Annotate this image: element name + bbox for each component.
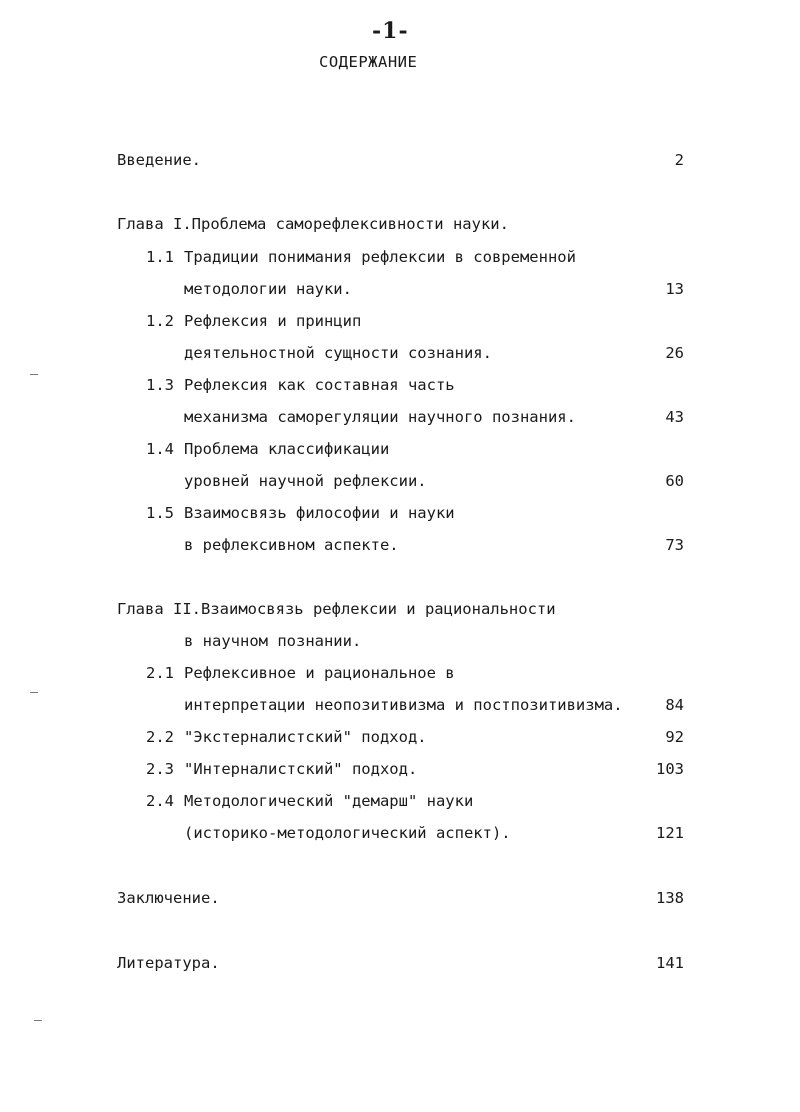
toc-conclusion-page: 138 xyxy=(656,889,684,907)
toc-s2-3-page: 103 xyxy=(656,760,684,778)
toc-s1-3-page: 43 xyxy=(665,408,684,426)
toc-s1-4-number: 1.4 xyxy=(146,440,174,458)
toc-s2-1-line1: Рефлексивное и рациональное в xyxy=(184,664,455,682)
toc-s1-1-page: 13 xyxy=(665,280,684,298)
toc-s1-2-page: 26 xyxy=(665,344,684,362)
toc-s2-2-number: 2.2 xyxy=(146,728,174,746)
page-number: -1- xyxy=(372,18,409,44)
toc-chapter2-line2: в научном познании. xyxy=(184,632,362,650)
toc-s1-1-number: 1.1 xyxy=(146,248,174,266)
toc-s1-3-line2: механизма саморегуляции научного познания. xyxy=(184,408,576,426)
toc-s1-3-line1: Рефлексия как составная часть xyxy=(184,376,455,394)
toc-s1-4-line2: уровней научной рефлексии. xyxy=(184,472,427,490)
toc-intro-title: Введение. xyxy=(117,151,201,169)
page-title: СОДЕРЖАНИЕ xyxy=(319,53,418,71)
toc-s2-4-line2: (историко-методологический аспект). xyxy=(184,824,511,842)
toc-s1-4-page: 60 xyxy=(665,472,684,490)
toc-s2-2-line1: "Экстерналистский" подход. xyxy=(184,728,427,746)
toc-chapter2-line1: Глава II.Взаимосвязь рефлексии и рациональности xyxy=(117,600,556,618)
toc-s1-5-line2: в рефлексивном аспекте. xyxy=(184,536,399,554)
toc-s2-4-number: 2.4 xyxy=(146,792,174,810)
toc-intro-page: 2 xyxy=(674,151,684,169)
toc-literature-title: Литература. xyxy=(117,954,220,972)
toc-s2-1-line2: интерпретации неопозитивизма и постпозитивизма. xyxy=(184,696,623,714)
toc-s1-2-number: 1.2 xyxy=(146,312,174,330)
toc-s1-5-page: 73 xyxy=(665,536,684,554)
scan-mark xyxy=(34,1020,42,1021)
toc-s2-3-number: 2.3 xyxy=(146,760,174,778)
toc-s2-3-line1: "Интерналистский" подход. xyxy=(184,760,418,778)
toc-s1-5-number: 1.5 xyxy=(146,504,174,522)
toc-s2-4-page: 121 xyxy=(656,824,684,842)
toc-chapter1-title: Глава I.Проблема саморефлексивности науки. xyxy=(117,215,509,233)
scan-mark xyxy=(30,374,38,375)
toc-s2-1-number: 2.1 xyxy=(146,664,174,682)
toc-s2-4-line1: Методологический "демарш" науки xyxy=(184,792,474,810)
toc-s2-2-page: 92 xyxy=(665,728,684,746)
toc-s1-1-line1: Традиции понимания рефлексии в современной xyxy=(184,248,576,266)
toc-s1-4-line1: Проблема классификации xyxy=(184,440,390,458)
toc-s1-2-line1: Рефлексия и принцип xyxy=(184,312,362,330)
toc-s1-5-line1: Взаимосвязь философии и науки xyxy=(184,504,455,522)
toc-s1-2-line2: деятельностной сущности сознания. xyxy=(184,344,492,362)
toc-s2-1-page: 84 xyxy=(665,696,684,714)
toc-s1-1-line2: методологии науки. xyxy=(184,280,352,298)
scan-mark xyxy=(30,692,38,693)
toc-conclusion-title: Заключение. xyxy=(117,889,220,907)
toc-s1-3-number: 1.3 xyxy=(146,376,174,394)
toc-literature-page: 141 xyxy=(656,954,684,972)
